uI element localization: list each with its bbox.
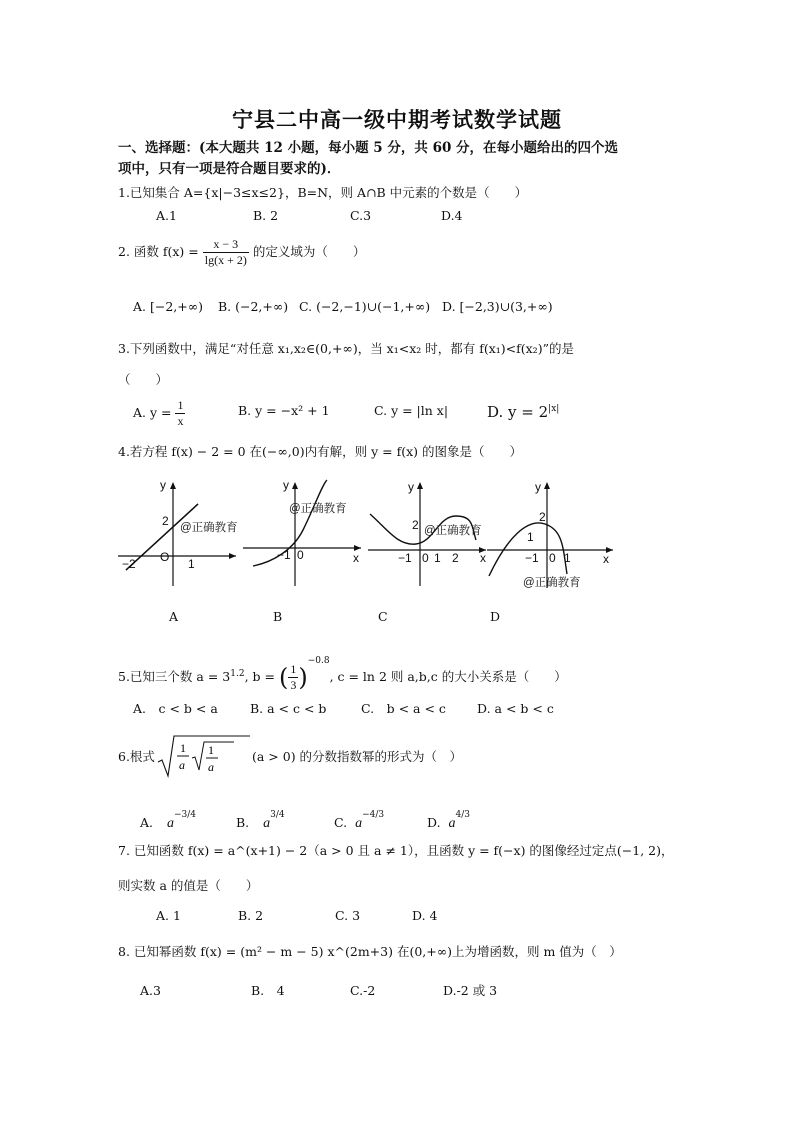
svg-text:a: a [208,760,214,774]
q4-graph-b-x-label: x [353,551,359,565]
q3-option-a-prefix: A. y = [133,405,172,420]
q3-option-c: C. y = |ln x| [374,403,449,418]
q4-graph-c [368,478,490,588]
section-heading-line1: 一、选择题：(本大题共 12 小题，每小题 5 分，共 60 分，在每小题给出的四个选 [118,140,619,156]
q6-option-b [236,806,285,833]
q3-option-d-prefix: D. y = 2 [487,403,549,421]
q5-option-c: C. b < a < c [361,701,446,716]
q4-graph-a-tick-m2: −2 [122,557,136,571]
q6-option-a-exponent: −3/4 [174,810,197,820]
q4-graph-b-watermark: @正确教育 [289,503,347,515]
q4-graph-c-tick-m1: −1 [398,551,412,565]
q8-option-a: A.3 [140,983,161,998]
q4-graph-a [118,478,240,588]
q6-option-a [140,806,196,833]
q5-b-exponent: −0.8 [307,656,330,666]
q4-graph-d-tick-1y: 1 [527,530,534,544]
q4-graph-c-y-label: y [408,480,414,494]
page-title: 宁县二中高一级中期考试数学试题 [232,107,562,132]
q2-fraction-denominator: lg(x + 2) [204,253,247,267]
q3-option-a-fraction [175,398,185,429]
q5-tail: , c = ln 2 则 a,b,c 的大小关系是（ ） [329,669,567,684]
q4-graph-c-label: C [378,609,388,624]
q2-option-c: C. (−2,−1)∪(−1,+∞) [299,299,431,314]
q4-graph-c-origin: 0 [422,551,429,565]
q3-option-a-numerator: 1 [177,398,184,412]
q5-b-fraction [288,662,298,693]
q4-graph-d-tick-m1: −1 [525,551,539,565]
q5-prefix: 5.已知三个数 a = 3 [118,669,231,684]
q2-option-b: B. (−2,+∞) [218,299,289,314]
q4-graph-d-watermark: @正确教育 [523,577,581,589]
q3-paren: （ ） [118,372,169,387]
svg-text:1: 1 [208,743,214,757]
q4-graph-b-label: B [273,609,283,624]
q6-option-c-prefix: C. [334,815,348,830]
q4-graph-b-y-label: y [283,478,289,492]
q2-fraction-numerator: x − 3 [203,237,249,253]
q2-stem [118,237,365,268]
q3-option-a-denominator: x [177,414,184,428]
q4-graph-a-tick-1: 1 [188,557,195,571]
q5-option-b: B. a < c < b [250,701,327,716]
q8-option-b: B. 4 [251,983,285,998]
q4-graph-d-label: D [490,609,501,624]
q6-option-a-prefix: A. [140,815,154,830]
q1-option-a: A.1 [156,208,177,223]
q2-fraction [203,237,249,268]
q6-stem [118,748,155,766]
q3-option-b: B. y = −x² + 1 [238,403,330,418]
q4-graph-a-watermark: @正确教育 [180,522,238,534]
q5-a-exponent: 1.2 [230,668,245,679]
q6-tail: (a > 0) 的分数指数幂的形式为（ ） [252,749,463,764]
svg-text:1: 1 [180,741,186,755]
q7-option-d: D. 4 [412,908,438,923]
q5-option-a: A. c < b < a [133,701,218,716]
q4-graph-c-tick-2: 2 [412,518,419,532]
q6-option-c-exponent: −4/3 [362,810,385,820]
q4-graph-c-watermark: @正确教育 [424,525,482,537]
q4-graph-d-tick-2: 2 [539,510,546,524]
q3-option-d [487,400,559,421]
q1-option-b: B. 2 [253,208,279,223]
q7-option-b: B. 2 [238,908,264,923]
q4-graph-b [243,478,365,588]
q5-stem: 5.已知三个数 $a = 3^{1.2}$, b = ( $\frac{1}{3}$ )$^{-0.8}$, c = ln 2 则 a,b,c 的大小关系是（ ） [118,656,567,692]
q7-stem: 7. 已知函数 f(x) = a^(x+1) − 2（a > 0 且 a ≠ 1），且函数 y = f(−x) 的图像经过定点(−1, 2)， [118,843,674,858]
q1-stem: 1.已知集合 A={x|−3≤x≤2}，B=N，则 A∩B 中元素的个数是（ ） [118,185,528,200]
q6-option-b-prefix: B. [236,815,250,830]
q2-option-d: D. [−2,3)∪(3,+∞) [442,299,553,314]
q5-option-d: D. a < b < c [477,701,554,716]
q6-option-d-exponent: 4/3 [455,810,471,820]
q6-option-c-base: a [355,816,363,831]
q6-option-a-base: a [167,816,174,831]
q1-option-d: D.4 [441,208,463,223]
q4-graph-a-label: A [169,609,179,624]
q8-option-c: C.-2 [350,983,376,998]
q4-graph-a-origin: O [160,550,170,564]
q5-mid: , b = [244,669,275,684]
q6-option-c [334,806,384,833]
q3-option-a [133,398,185,429]
q6-option-b-exponent: 3/4 [270,810,285,820]
q6-prefix: 6.根式 [118,749,155,764]
q6-option-d [427,806,470,833]
q4-graph-a-tick-2: 2 [162,514,169,528]
q4-graph-d-y-label: y [535,480,541,494]
q5-b-numerator: 1 [290,662,297,676]
q4-graph-d [487,478,617,593]
q4-graph-b-plot [243,478,365,588]
q1-option-c: C.3 [350,208,372,223]
q6-option-b-base: a [263,816,271,831]
q3-option-d-exponent: |x| [548,404,560,414]
q8-stem: 8. 已知幂函数 f(x) = (m² − m − 5) x^(2m+3) 在(0,+∞)上为增函数，则 m 值为（ ） [118,944,622,959]
q4-graph-d-origin: 0 [549,551,556,565]
q2-option-a: A. [−2,+∞) [133,299,204,314]
q6-option-d-prefix: D. [427,815,441,830]
q4-graph-d-tick-1: 1 [564,551,571,565]
q4-graph-c-x-label: x [480,551,486,565]
q4-graph-a-y-label: y [160,478,166,492]
q2-number: 2. 函数 f(x) = [118,244,199,259]
q7-stem-line2: 则实数 a 的值是（ ） [118,878,259,893]
q5-b-denominator: 3 [290,678,297,692]
q2-tail: 的定义域为（ ） [252,244,366,259]
q4-graph-b-tick-m1: −1 [277,548,291,562]
q7-option-c: C. 3 [335,908,361,923]
q4-stem: 4.若方程 f(x) − 2 = 0 在(−∞,0)内有解，则 y = f(x) 的图象是（ ） [118,444,522,459]
q3-stem: 3.下列函数中，满足“对任意 x₁,x₂∈(0,+∞)，当 x₁<x₂ 时，都有 f(x₁)<f(x₂)”的是 [118,341,574,356]
section-heading-line2: 项中，只有一项是符合题目要求的)． [118,161,341,177]
q4-graph-b-origin: 0 [297,548,304,562]
q4-graph-c-tick-1: 1 [434,551,441,565]
svg-text:a: a [179,758,185,772]
q4-graph-d-x-label: x [603,552,609,566]
q6-radical [156,732,252,780]
q4-graph-c-tick-2b: 2 [452,551,459,565]
q7-option-a: A. 1 [156,908,181,923]
q6-option-d-base: a [448,816,456,831]
q8-option-d: D.-2 或 3 [443,983,498,998]
